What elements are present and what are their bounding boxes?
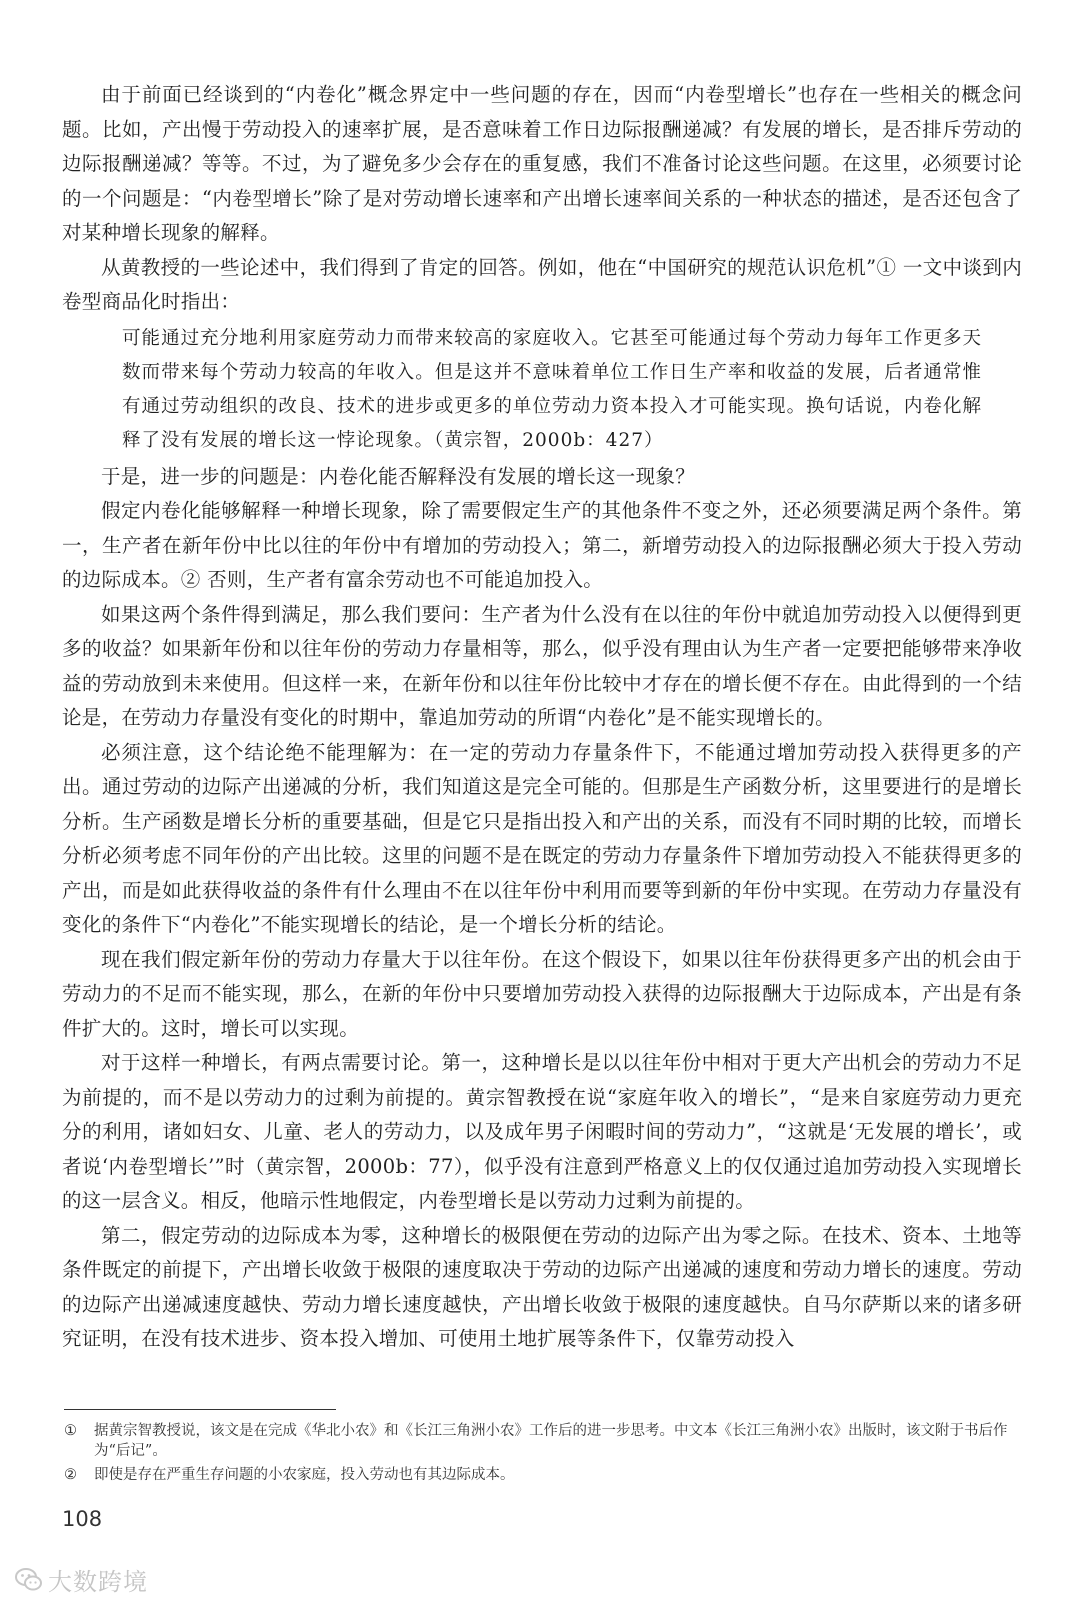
paragraph-3: 于是，进一步的问题是：内卷化能否解释没有发展的增长这一现象？ [101,464,696,488]
footnotes [62,1421,1022,1489]
watermark [14,1562,148,1597]
paragraph-4: 假定内卷化能够解释一种增长现象，除了需要假定生产的其他条件不变之外，还必须要满足两个条件。第一，生产者在新年份中比以往的年份中有增加的劳动投入；第二，新增劳动投入的边际报酬必须大于投入劳动的边际成本。② 否则，生产者有富余劳动也不可能追加投入。 [62,499,1022,591]
paragraph-7: 现在我们假定新年份的劳动力存量大于以往年份。在这个假设下，如果以往年份获得更多产出的机会由于劳动力的不足而不能实现，那么，在新的年份中只要增加劳动投入获得的边际报酬大于边际成本，产出是有条件扩大的。这时，增长可以实现。 [62,947,1022,1040]
body-text [62,78,1022,1357]
footnote-text: 据黄宗智教授说，该文是在完成《华北小农》和《长江三角洲小农》工作后的进一步思考。中文本《长江三角洲小农》出版时，该文附于书后作为“后记”。 [94,1423,1008,1459]
paragraph-6: 必须注意，这个结论绝不能理解为：在一定的劳动力存量条件下，不能通过增加劳动投入获得更多的产出。通过劳动的边际产出递减的分析，我们知道这是完全可能的。但那是生产函数分析，这里要进行的是增长分析。生产函数是增长分析的重要基础，但是它只是指出投入和产出的关系，而没有不同时期的比较，而增长分析必须考虑不同年份的产出比较。这里的问题不是在既定的劳动力存量条件下增加劳动投入不能获得更多的产出，而是如此获得收益的条件有什么理由不在以往年份中利用而要等到新的年份中实现。在劳动力存量没有变化的条件下“内卷化”不能实现增长的结论，是一个增长分析的结论。 [62,740,1022,936]
wechat-bubble-icon [14,1565,44,1595]
paragraph-5: 如果这两个条件得到满足，那么我们要问：生产者为什么没有在以往的年份中就追加劳动投入以便得到更多的收益？如果新年份和以往年份的劳动力存量相等，那么，似乎没有理由认为生产者一定要把能够带来净收益的劳动放到未来使用。但这样一来，在新年份和以往年份比较中才存在的增长便不存在。由此得到的一个结论是，在劳动力存量没有变化的时期中，靠追加劳动的所谓“内卷化”是不能实现增长的。 [62,602,1022,729]
footnote-2 [62,1465,1022,1485]
footnote-mark: ② [64,1467,77,1483]
footnote-divider [64,1409,336,1410]
page-number: 108 [62,1507,103,1531]
footnote-mark: ① [64,1423,77,1439]
paragraph-1: 由于前面已经谈到的“内卷化”概念界定中一些问题的存在，因而“内卷型增长”也存在一些相关的概念问题。比如，产出慢于劳动投入的速率扩展，是否意味着工作日边际报酬递减？有发展的增长，是否排斥劳动的边际报酬递减？等等。不过，为了避免多少会存在的重复感，我们不准备讨论这些问题。在这里，必须要讨论的一个问题是：“内卷型增长”除了是对劳动增长速率和产出增长速率间关系的一种状态的描述，是否还包含了对某种增长现象的解释。 [62,83,1022,244]
paragraph-9: 第二，假定劳动的边际成本为零，这种增长的极限便在劳动的边际产出为零之际。在技术、资本、土地等条件既定的前提下，产出增长收敛于极限的速度取决于劳动的边际产出递减的速度和劳动力增长的速度。劳动的边际产出递减速度越快、劳动力增长速度越快，产出增长收敛于极限的速度越快。自马尔萨斯以来的诸多研究证明，在没有技术进步、资本投入增加、可使用土地扩展等条件下，仅靠劳动投入 [62,1223,1022,1350]
paragraph-2: 从黄教授的一些论述中，我们得到了肯定的回答。例如，他在“中国研究的规范认识危机”① 一文中谈到内卷型商品化时指出： [62,255,1022,313]
paragraph-8: 对于这样一种增长，有两点需要讨论。第一，这种增长是以以往年份中相对于更大产出机会的劳动力不足为前提的，而不是以劳动力的过剩为前提的。黄宗智教授在说“家庭年收入的增长”，“是来自家庭劳动力更充分的利用，诸如妇女、儿童、老人的劳动力，以及成年男子闲暇时间的劳动力”，“这就是‘无发展的增长’，或者说‘内卷型增长’”时（黄宗智，2000b：77），似乎没有注意到严格意义上的仅仅通过追加劳动投入实现增长的这一层含义。相反，他暗示性地假定，内卷型增长是以劳动力过剩为前提的。 [62,1051,1022,1212]
footnote-text: 即使是存在严重生存问题的小农家庭，投入劳动也有其边际成本。 [94,1467,515,1483]
block-quote: 可能通过充分地利用家庭劳动力而带来较高的家庭收入。它甚至可能通过每个劳动力每年工作更多天数而带来每个劳动力较高的年收入。但是这并不意味着单位工作日生产率和收益的发展，后者通常惟有通过劳动组织的改良、技术的进步或更多的单位劳动力资本投入才可能实现。换句话说，内卷化解释了没有发展的增长这一悖论现象。（黄宗智，2000b：427） [122,327,982,451]
footnote-1 [62,1421,1022,1461]
watermark-text: 大数跨境 [48,1568,148,1596]
